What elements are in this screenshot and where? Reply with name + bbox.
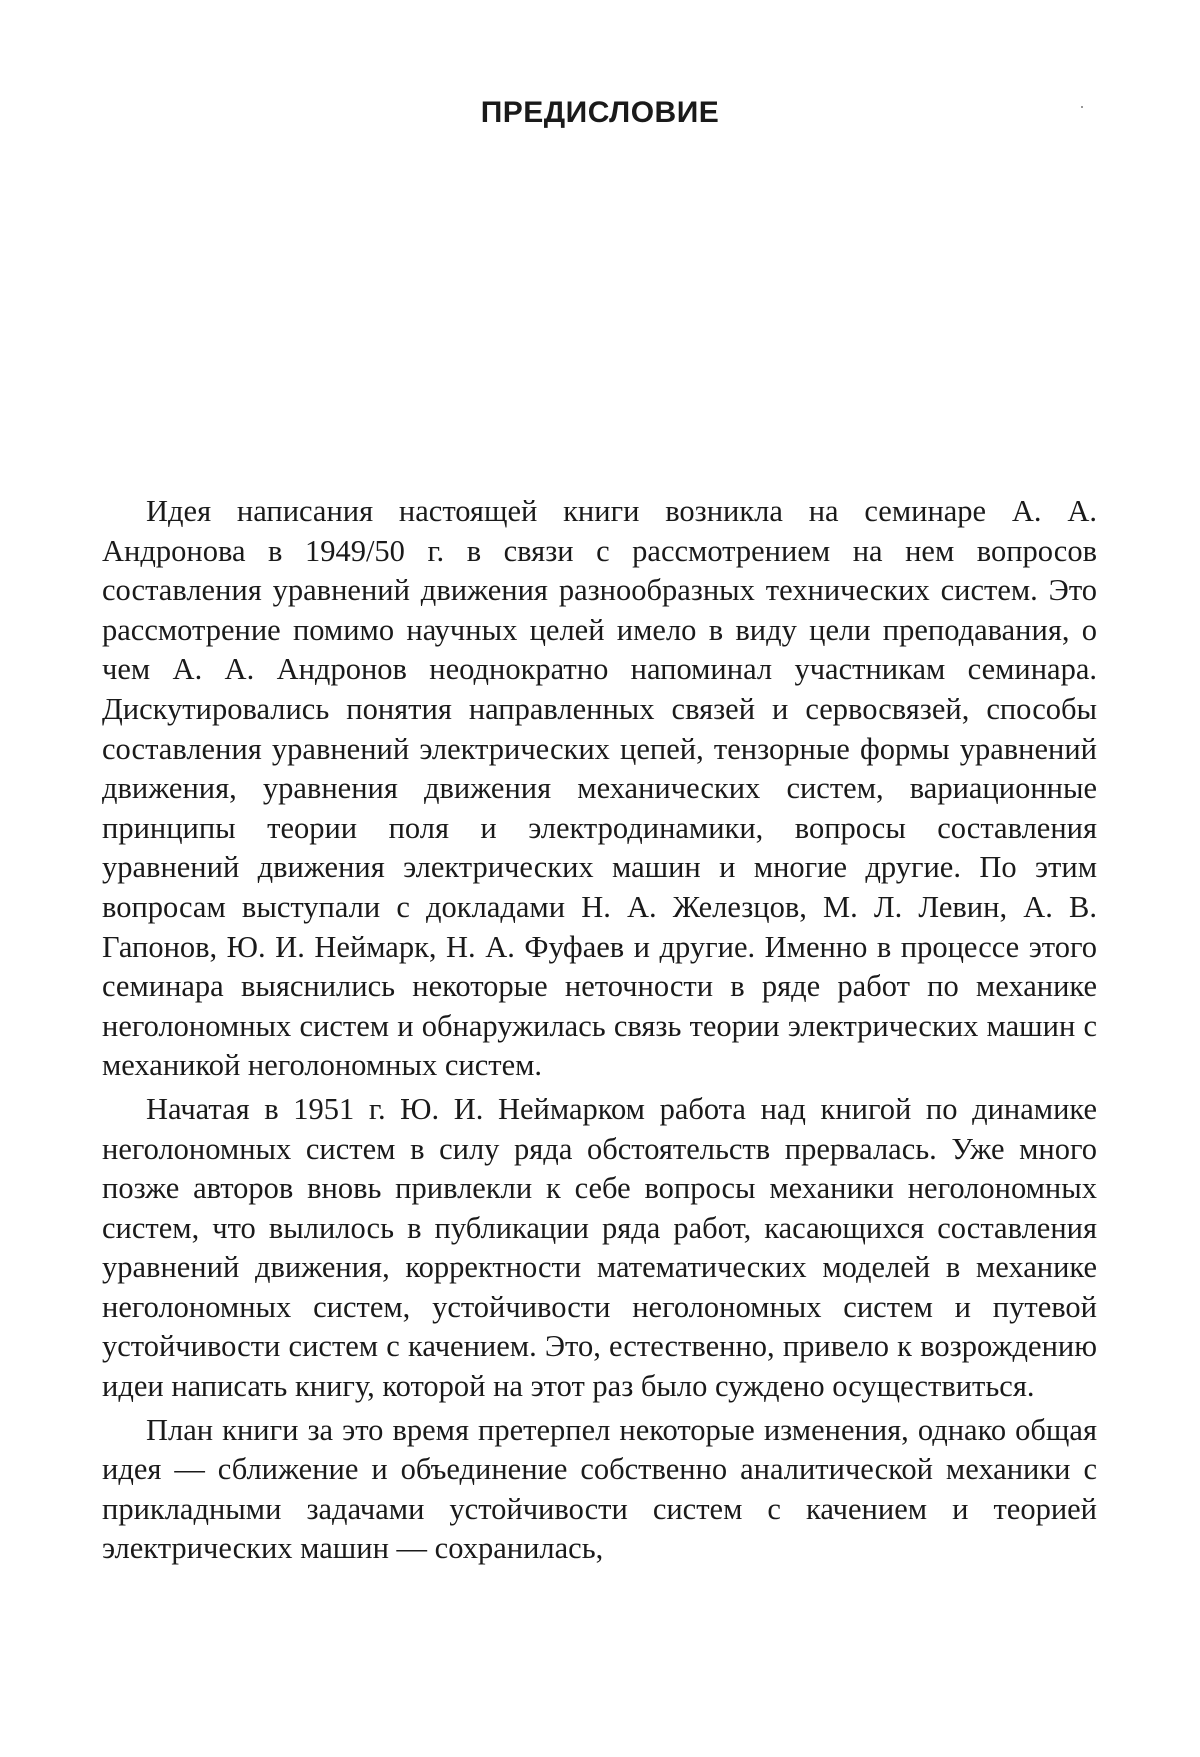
preface-body [102,492,1097,1569]
paragraph: Начатая в 1951 г. Ю. И. Неймарком работа над книгой по динамике неголономных систем в силу ряда обстоятельств прервалась. Уже много позже авторов вновь привлекли к себе вопросы механики неголономных систем, что вылилось в публикации ряда работ, касающихся составления уравнений движения, корректности математических моделей в механике неголономных систем, устойчивости неголономных систем и путевой устойчивости систем с качением. Это, естественно, привело к возрождению идеи написать книгу, которой на этот раз было суждено осуществиться. [102,1091,1097,1404]
paragraph: План книги за это время претерпел некоторые изменения, однако общая идея — сближение и объединение собственно аналитической механики с прикладными задачами устойчивости систем с качением и теорией электрических машин — сохранилась, [102,1412,1097,1566]
page-title: ПРЕДИСЛОВИЕ [480,96,720,129]
paragraph: Идея написания настоящей книги возникла на семинаре А. А. Андронова в 1949/50 г. в связи с рассмотрением на нем вопросов составления уравнений движения разнообразных технических систем. Это рассмотрение помимо научных целей имело в виду цели преподавания, о чем А. А. Андронов неоднократно напоминал участникам семинара. Дискутировались понятия направленных связей и сервосвязей, способы составления уравнений электрических цепей, тензорные формы уравнений движения, уравнения движения механических систем, вариационные принципы теории поля и электродинамики, вопросы составления уравнений движения электрических машин и многие другие. По этим вопросам выступали с докладами Н. А. Железцов, М. Л. Левин, А. В. Гапонов, Ю. И. Неймарк, Н. А. Фуфаев и другие. Именно в процессе этого семинара выяснились некоторые неточности в ряде работ по механике неголономных систем и обнаружилась связь теории электрических машин с механикой неголономных систем. [102,494,1097,1083]
scan-speck [1081,106,1083,108]
